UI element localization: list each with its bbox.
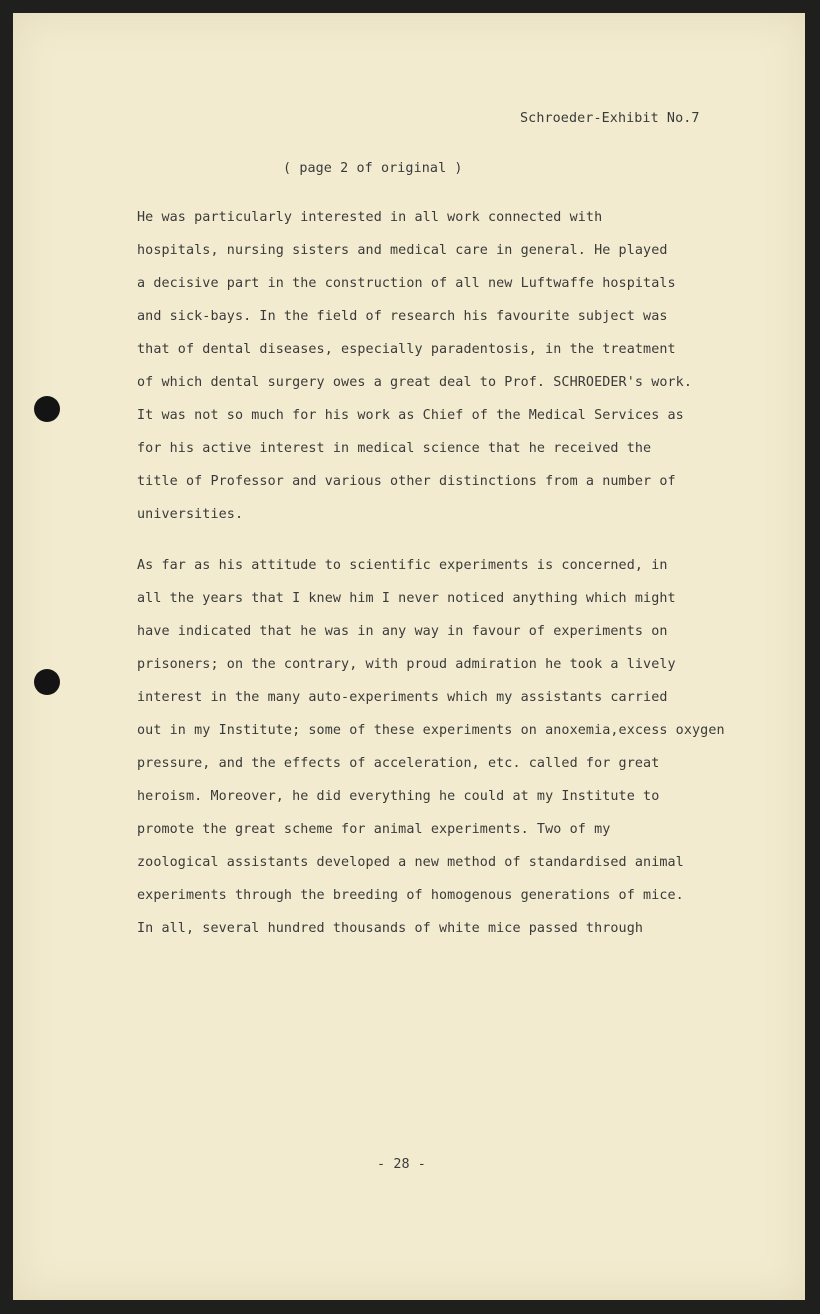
text-line: In all, several hundred thousands of white mice passed through [137, 921, 644, 936]
text-line: promote the great scheme for animal experiments. Two of my [137, 822, 611, 837]
exhibit-label: Schroeder-Exhibit No.7 [520, 111, 700, 126]
text-line: of which dental surgery owes a great deal to Prof. SCHROEDER's work. [137, 375, 693, 390]
text-line: zoological assistants developed a new method of standardised animal [137, 855, 684, 870]
punch-hole-top [34, 396, 60, 422]
text-line: As far as his attitude to scientific experiments is concerned, in [137, 558, 668, 573]
text-line: He was particularly interested in all work connected with [137, 210, 603, 225]
punch-hole-bottom [34, 669, 60, 695]
text-line: out in my Institute; some of these experiments on anoxemia,excess oxygen [137, 723, 725, 738]
text-line: that of dental diseases, especially paradentosis, in the treatment [137, 342, 676, 357]
text-line: interest in the many auto-experiments which my assistants carried [137, 690, 668, 705]
text-line: for his active interest in medical science that he received the [137, 441, 652, 456]
text-line: and sick-bays. In the field of research his favourite subject was [137, 309, 668, 324]
text-line: pressure, and the effects of acceleration, etc. called for great [137, 756, 660, 771]
page-reference: ( page 2 of original ) [283, 161, 463, 176]
text-line: a decisive part in the construction of all new Luftwaffe hospitals [137, 276, 676, 291]
text-line: experiments through the breeding of homogenous generations of mice. [137, 888, 684, 903]
text-line: universities. [137, 507, 244, 522]
text-line: all the years that I knew him I never noticed anything which might [137, 591, 676, 606]
text-line: have indicated that he was in any way in favour of experiments on [137, 624, 668, 639]
text-line: title of Professor and various other distinctions from a number of [137, 474, 676, 489]
text-line: heroism. Moreover, he did everything he could at my Institute to [137, 789, 660, 804]
text-line: It was not so much for his work as Chief of the Medical Services as [137, 408, 684, 423]
text-line: prisoners; on the contrary, with proud admiration he took a lively [137, 657, 676, 672]
page-number: - 28 - [377, 1157, 426, 1172]
text-line: hospitals, nursing sisters and medical care in general. He played [137, 243, 668, 258]
